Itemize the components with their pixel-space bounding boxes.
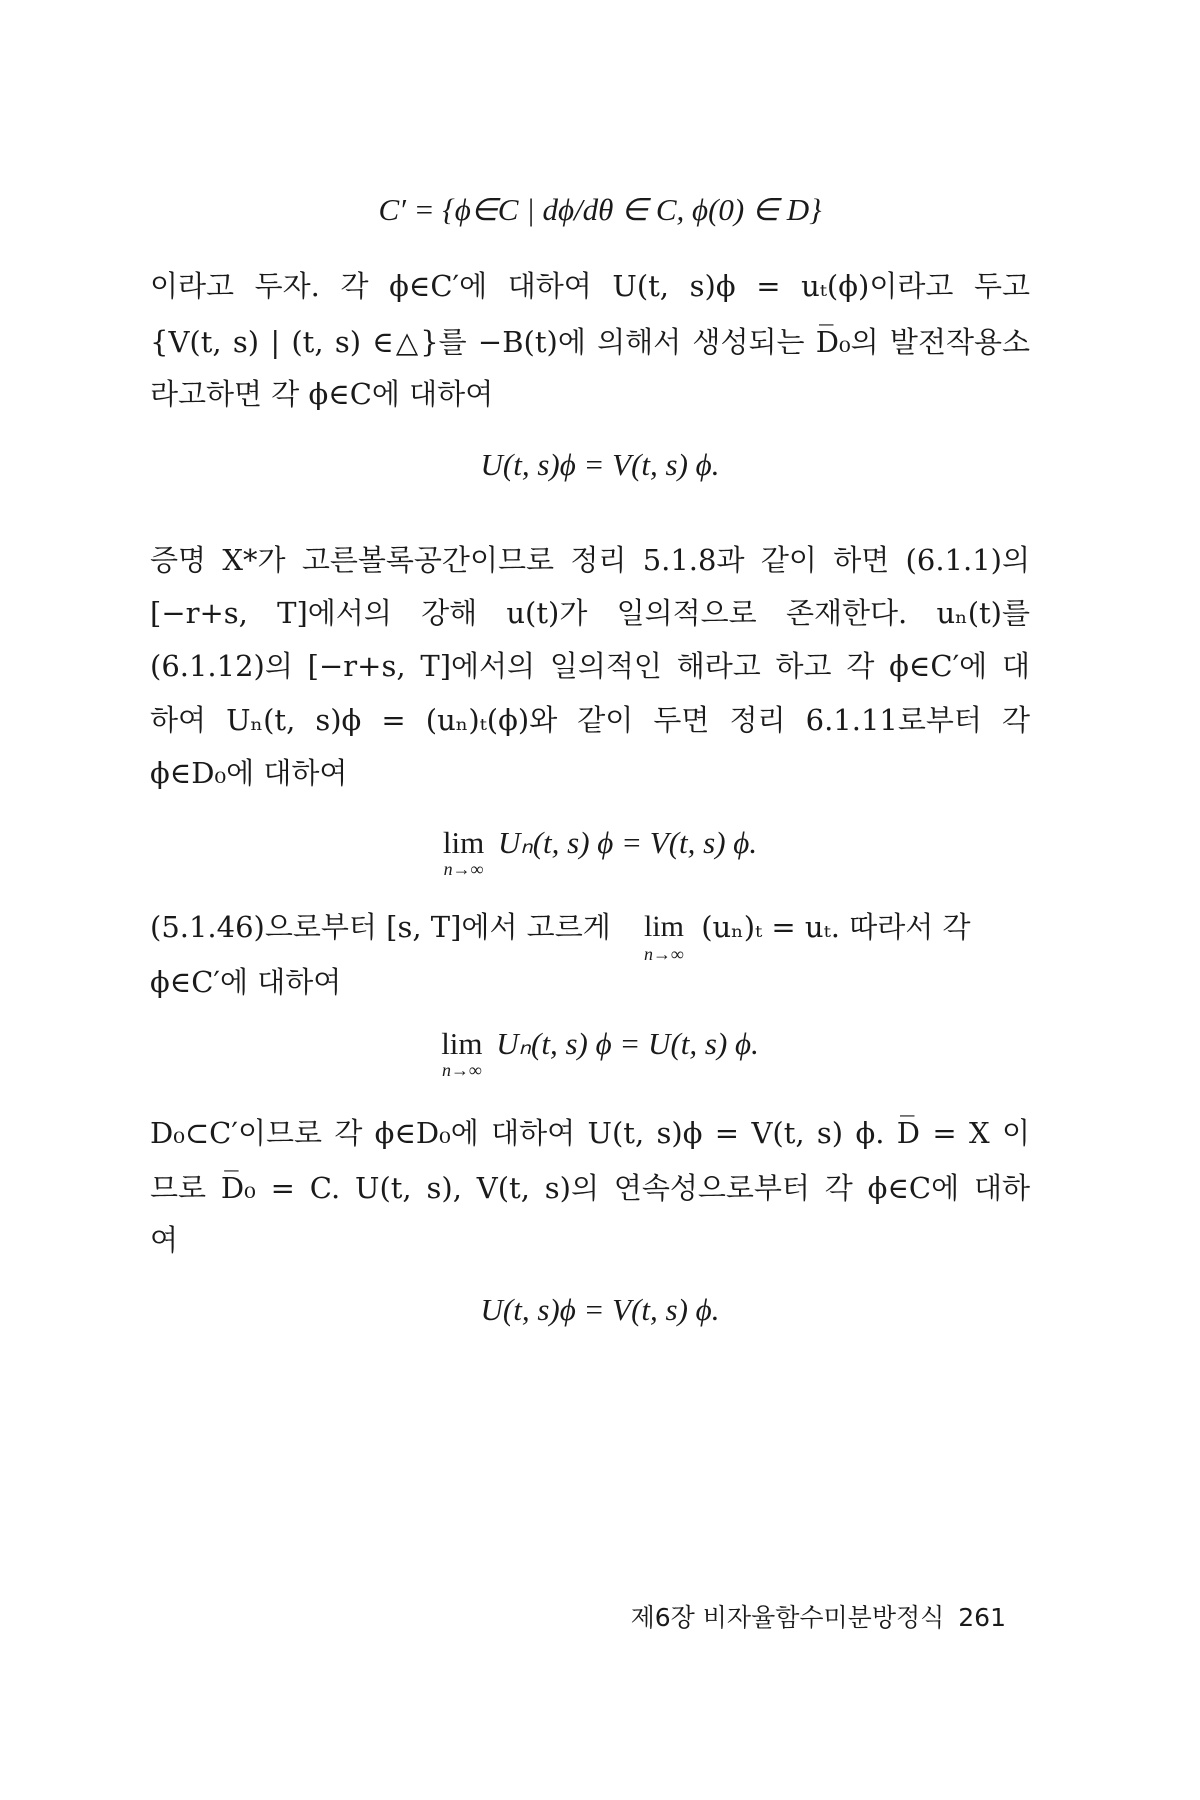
proof-line-5: ϕ∈D₀에 대하여 <box>150 756 348 790</box>
inline-limit-operator <box>643 907 684 964</box>
paragraph-3-text-a: (5.1.46)으로부터 [s, T]에서 고르게 <box>150 910 611 944</box>
equation-limit-2 <box>0 1027 1200 1079</box>
inline-limit-op-text: lim <box>643 910 684 943</box>
equation-c-prime-definition: C′ = {ϕ∈C | dϕ/dθ ∈ C, ϕ(0) ∈ D} <box>378 192 822 227</box>
paragraph-3-line-2: ϕ∈C′에 대하여 <box>150 965 342 999</box>
proof-line-3: (6.1.12)의 [−r+s, T]에서의 일의적인 해라고 하고 각 ϕ∈C′에 대 <box>150 649 1030 683</box>
paragraph-4-line-2: 므로 D̅₀ = C. U(t, s), V(t, s)의 연속성으로부터 각 ϕ∈C에 대하 <box>150 1171 1030 1205</box>
paragraph-1-line-1: 이라고 두자. 각 ϕ∈C′에 대하여 U(t, s)ϕ = uₜ(ϕ)이라고 두고 <box>150 269 1030 303</box>
limit-op-text: lim <box>442 825 485 860</box>
paragraph-4-line-1: D₀⊂C′이므로 각 ϕ∈D₀에 대하여 U(t, s)ϕ = V(t, s) ϕ. D̅ = X 이 <box>150 1116 1030 1150</box>
equation-limit-1 <box>0 826 1200 878</box>
equation-result-1: U(t, s)ϕ = V(t, s) ϕ. <box>480 447 720 482</box>
running-footer <box>600 1598 1006 1634</box>
paragraph-3-text-b: (uₙ)ₜ = uₜ. 따라서 각 <box>701 910 971 944</box>
equation-result-2: U(t, s)ϕ = V(t, s) ϕ. <box>480 1292 720 1327</box>
paragraph-3-line-1 <box>150 907 1030 964</box>
limit-expression: Uₙ(t, s) ϕ = U(t, s) ϕ. <box>496 1026 759 1061</box>
chapter-title: 제6장 비자율함수미분방정식 <box>630 1603 945 1632</box>
paragraph-4-line-3: 여 <box>150 1223 179 1257</box>
limit-operator <box>443 826 484 878</box>
limit-operator <box>441 1027 482 1079</box>
page-number: 261 <box>958 1603 1006 1632</box>
limit-op-text: lim <box>441 1026 483 1061</box>
proof-line-1: 증명 X*가 고른볼록공간이므로 정리 5.1.8과 같이 하면 (6.1.1)의 <box>150 543 1030 577</box>
proof-line-2: [−r+s, T]에서의 강해 u(t)가 일의적으로 존재한다. uₙ(t)를 <box>150 596 1030 630</box>
limit-expression: Uₙ(t, s) ϕ = V(t, s) ϕ. <box>498 825 758 860</box>
limit-subscript: n→∞ <box>441 1060 482 1080</box>
paragraph-1-line-3: 라고하면 각 ϕ∈C에 대하여 <box>150 377 494 411</box>
proof-line-4: 하여 Uₙ(t, s)ϕ = (uₙ)ₜ(ϕ)와 같이 두면 정리 6.1.11로부터 각 <box>150 703 1030 737</box>
paragraph-1-line-2: {V(t, s) | (t, s) ∈△}를 −B(t)에 의해서 생성되는 D̅₀의 발전작용소 <box>150 325 1030 359</box>
inline-limit-subscript: n→∞ <box>644 944 684 964</box>
limit-subscript: n→∞ <box>443 859 484 879</box>
